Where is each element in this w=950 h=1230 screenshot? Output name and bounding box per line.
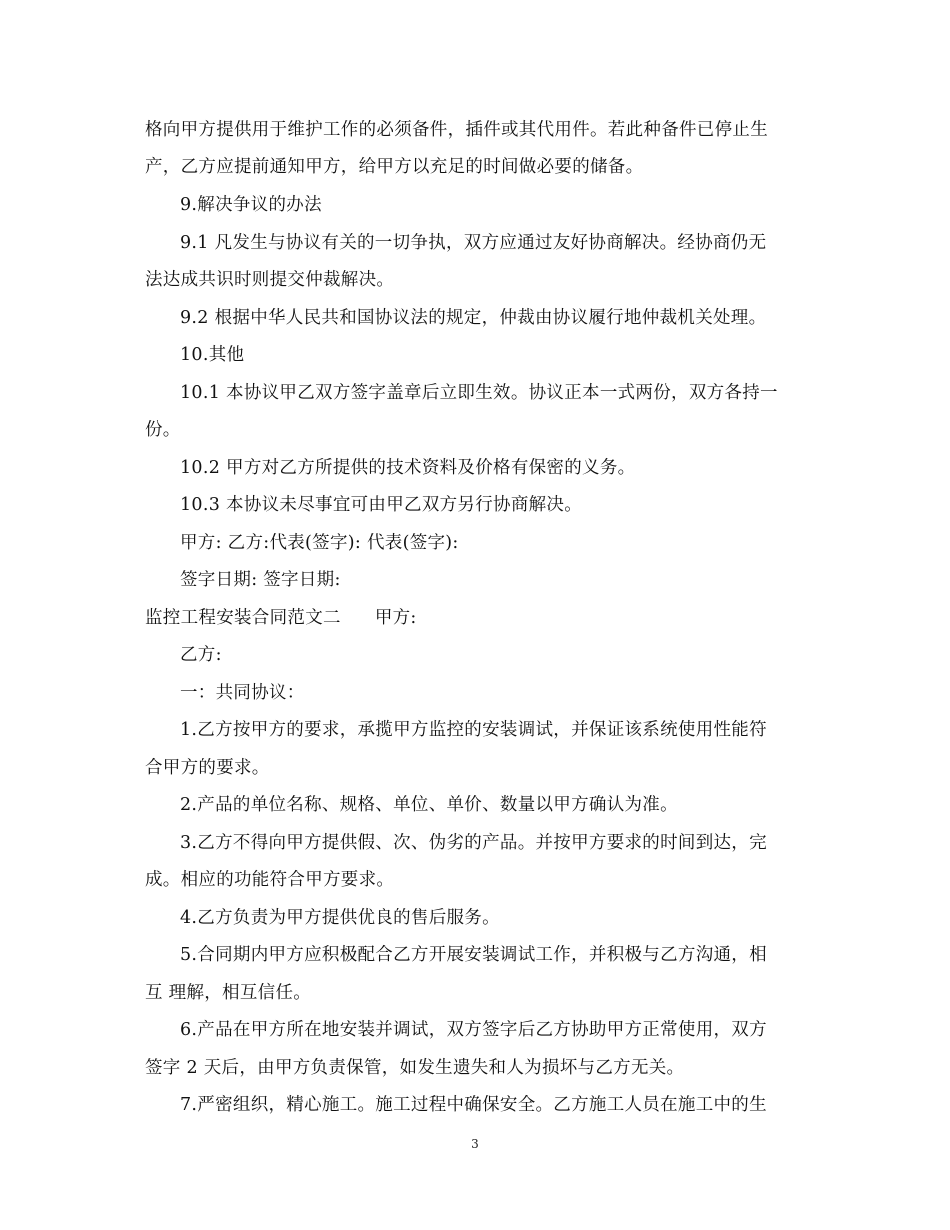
paragraph-line: 2.产品的单位名称、规格、单位、单价、数量以甲方确认为准。 [180,795,678,815]
paragraph-line: 合甲方的要求。 [145,758,270,778]
section-heading: 一：共同协议： [180,683,305,703]
paragraph-line: 9.2 根据中华人民共和国协议法的规定，仲裁由协议履行地仲裁机关处理。 [180,308,767,328]
document-subtitle-line [145,606,417,630]
paragraph-line: 6.产品在甲方所在地安装并调试，双方签字后乙方协助甲方正常使用，双方 [180,1020,767,1040]
party-b-label: 乙方: [180,645,222,665]
paragraph-line: 5.合同期内甲方应积极配合乙方开展安装调试工作，并积极与乙方沟通，相 [180,945,767,965]
party-a-label: 甲方: [374,608,417,628]
signature-line: 甲方: 乙方:代表(签字): 代表(签字): [180,533,459,553]
paragraph-line: 法达成共识时则提交仲裁解决。 [145,270,395,290]
paragraph-line: 格向甲方提供用于维护工作的必须备件，插件或其代用件。若此种备件已停止生 [145,120,768,140]
paragraph-line: 10.1 本协议甲乙双方签字盖章后立即生效。协议正本一式两份，双方各持一 [180,383,778,403]
paragraph-line: 成。相应的功能符合甲方要求。 [145,870,395,890]
paragraph-line: 互 理解，相互信任。 [145,983,312,1003]
paragraph-line: 9.1 凡发生与协议有关的一切争执，双方应通过友好协商解决。经协商仍无 [180,233,767,253]
signature-date-line: 签字日期: 签字日期: [180,570,341,590]
paragraph-line: 1.乙方按甲方的要求，承揽甲方监控的安装调试，并保证该系统使用性能符 [180,720,767,740]
paragraph-line: 4.乙方负责为甲方提供优良的售后服务。 [180,908,500,928]
page-number: 3 [471,1137,479,1151]
section-heading: 10.其他 [180,345,245,365]
paragraph-line: 份。 [145,420,181,440]
paragraph-line: 10.2 甲方对乙方所提供的技术资料及价格有保密的义务。 [180,458,636,478]
section-heading: 9.解决争议的办法 [180,195,322,215]
paragraph-line: 3.乙方不得向甲方提供假、次、伪劣的产品。并按甲方要求的时间到达，完 [180,833,767,853]
paragraph-line: 10.3 本协议未尽事宜可由甲乙双方另行协商解决。 [180,495,583,515]
document-subtitle: 监控工程安装合同范文二 [145,608,341,628]
paragraph-line: 7.严密组织，精心施工。施工过程中确保安全。乙方施工人员在施工中的生 [180,1095,767,1115]
paragraph-line: 签字 2 天后，由甲方负责保管，如发生遗失和人为损坏与乙方无关。 [145,1058,685,1078]
paragraph-line: 产，乙方应提前通知甲方，给甲方以充足的时间做必要的储备。 [145,157,644,177]
